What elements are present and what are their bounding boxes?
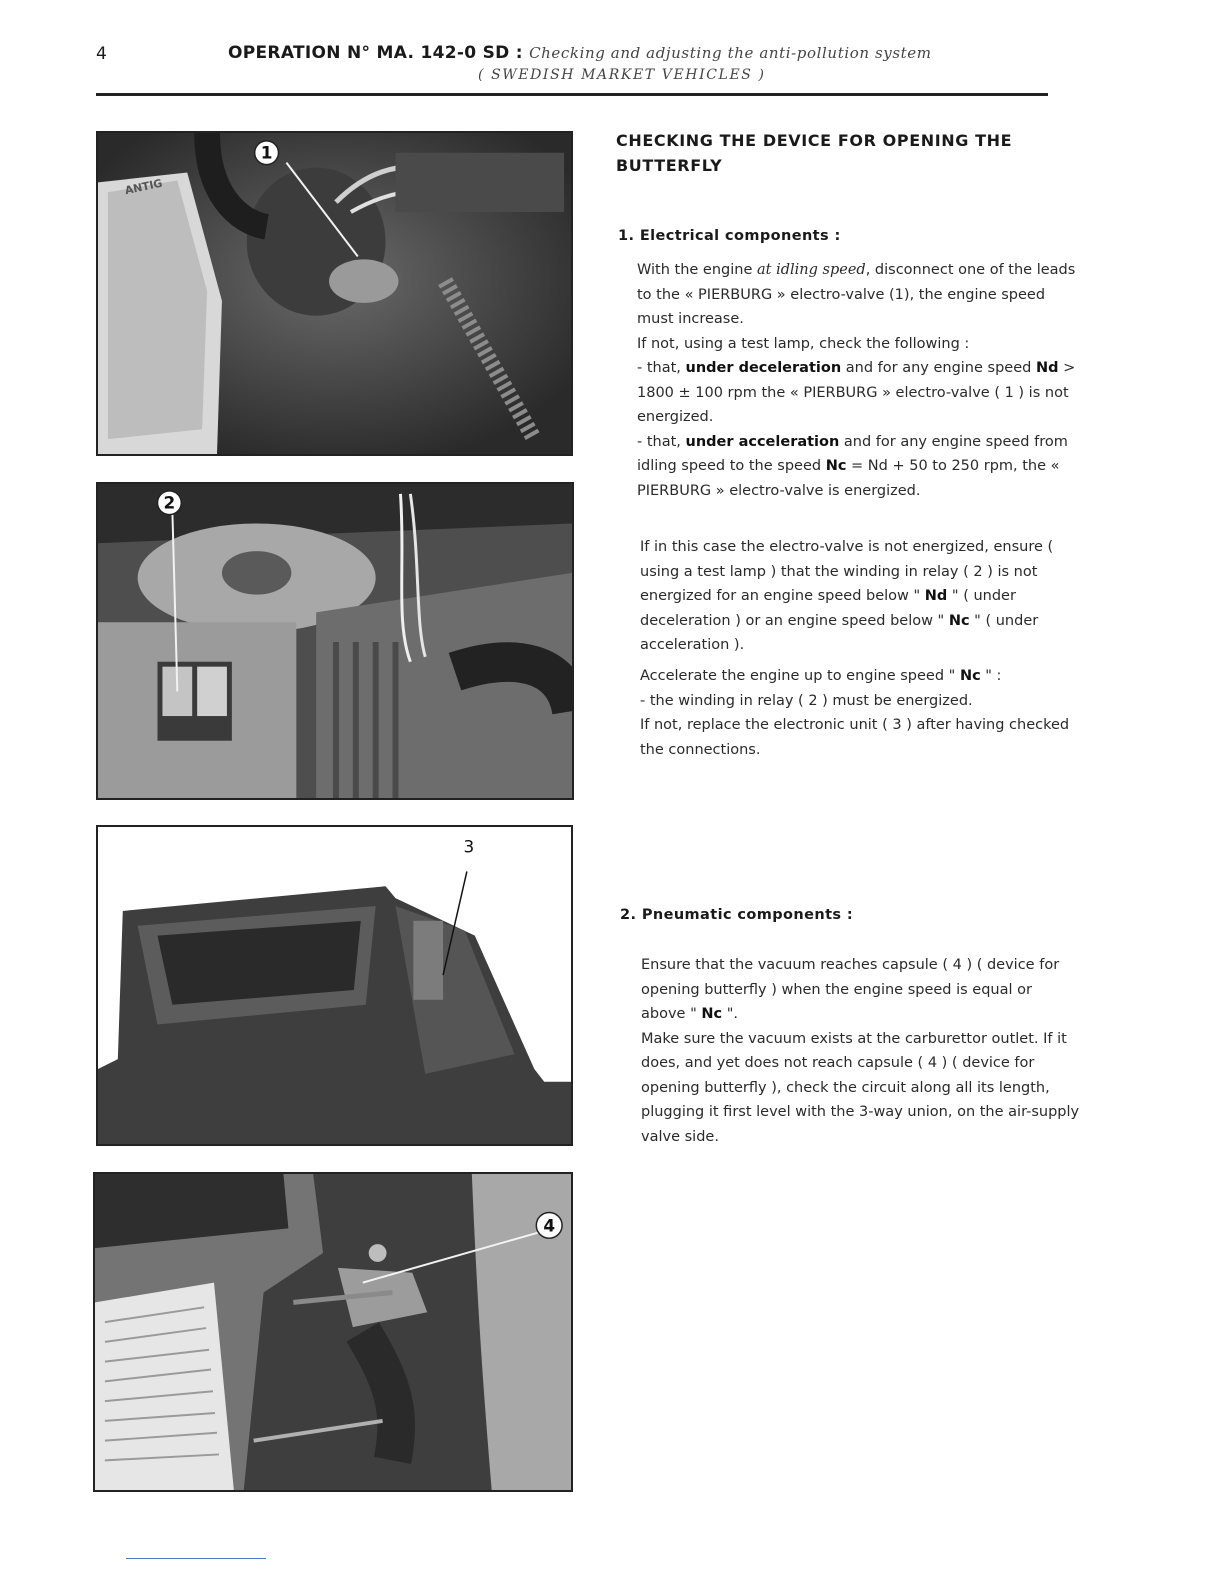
header-rule: [96, 93, 1048, 96]
operation-number: OPERATION N° MA. 142-0 SD :: [228, 43, 523, 63]
section-2-paragraph-1: Ensure that the vacuum reaches capsule ( 4 ) ( device for opening butterfly ) when the engine speed is equal or above " Nc ".: [641, 957, 1060, 1022]
footer-rule: [126, 1558, 266, 1559]
main-heading: CHECKING THE DEVICE FOR OPENING THE BUTTERFLY: [616, 131, 1013, 175]
svg-text:4: 4: [543, 1215, 556, 1236]
market-subtitle: ( SWEDISH MARKET VEHICLES ): [478, 67, 766, 83]
page-number: 4: [96, 44, 107, 64]
callout-2: [157, 491, 181, 515]
photo-electro-valve: [96, 131, 573, 456]
svg-text:2: 2: [163, 492, 176, 513]
antigel-label: ANTIG: [123, 176, 164, 198]
section-2-body: [641, 953, 1081, 1149]
callout-4: [536, 1213, 562, 1239]
section-1-paragraph-2: If not, using a test lamp, check the following :: [637, 335, 970, 352]
section-1-body: [637, 258, 1077, 503]
photo-capsule: [93, 1172, 573, 1492]
callout-1: [255, 141, 279, 165]
section-1-relay-check: [640, 535, 1080, 658]
operation-description: Checking and adjusting the anti-pollution system: [529, 44, 932, 62]
callout-3: 3: [463, 836, 475, 857]
section-1-title: 1. Electrical components :: [618, 228, 841, 244]
section-1-paragraph-1: With the engine at idling speed, disconnect one of the leads to the « PIERBURG » electro-valve (1), the engine speed must increase.: [637, 262, 1076, 327]
check-item-acceleration: - that, under acceleration and for any engine speed from idling speed to the speed Nc = Nd + 50 to 250 rpm, the « PIERBURG » electro-valve is energized.: [637, 433, 1068, 499]
replace-unit-paragraph: If not, replace the electronic unit ( 3 ) after having checked the connections.: [640, 717, 1070, 758]
section-2-paragraph-2: Make sure the vacuum exists at the carburettor outlet. If it does, and yet does not reach capsule ( 4 ) ( device for opening butterfly ), check the circuit along all its length, plugging it first level with the 3-way union, on the air-supply valve side.: [641, 1030, 1080, 1145]
section-2-title: 2. Pneumatic components :: [620, 907, 854, 923]
relay-check-paragraph: If in this case the electro-valve is not energized, ensure ( using a test lamp ) that the winding in relay ( 2 ) is not energized for an engine speed below " Nd " ( under deceleration ) or an engine speed below " Nc " ( under acceleration ).: [640, 539, 1054, 653]
check-item-deceleration: - that, under deceleration and for any engine speed Nd > 1800 ± 100 rpm the « PIERBURG » electro-valve ( 1 ) is not energized.: [637, 360, 1076, 425]
section-1-acceleration-check: [640, 664, 1080, 762]
relay-energized-paragraph: - the winding in relay ( 2 ) must be energized.: [640, 692, 973, 709]
svg-text:1: 1: [260, 142, 273, 163]
photo-electronic-unit: [96, 825, 573, 1146]
accelerate-paragraph: Accelerate the engine up to engine speed " Nc " :: [640, 668, 1002, 684]
operation-title: [228, 43, 932, 63]
photo-relay: [96, 482, 574, 800]
